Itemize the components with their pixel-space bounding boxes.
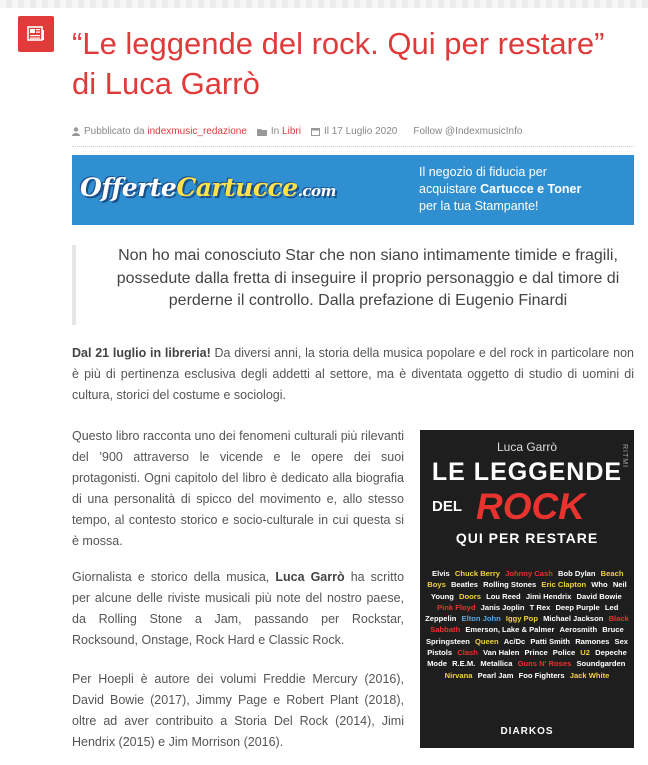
cover-title-rock: ROCK [476,486,585,527]
cover-artist-name: Pearl Jam [477,670,514,680]
cover-artist-name: Black Sabbath [430,614,629,635]
paragraph-book: Questo libro racconta uno dei fenomeni culturali più rilevanti del ’900 attraverso le vicende e le opere dei suoi protagonisti. Ogni capitolo del libro è dedicato alla biografia di una personalità di spicco del movimento e, allo stesso tempo, al contesto storico e socio-culturale in cui questa si è mossa. [72,429,404,548]
cover-artist-name: Bruce Springsteen [425,625,624,646]
banner-line-2: acquistare Cartucce e Toner [419,182,582,196]
top-decorative-strip [0,0,648,8]
cover-title-del: DEL [432,498,462,515]
paragraph-intro: Dal 21 luglio in libreria! Da diversi anni, la storia della musica popolare e del rock in particolare non è più di pertinenza esclusiva degli addetti al settore, ma è diventata oggetto di studio di uomini di cultura, storici del costume e sociologi. [72,346,634,402]
follow-link[interactable]: Follow @IndexmusicInfo [413,126,523,137]
cover-artist-name: David Bowie [576,591,622,601]
cover-artist-name: Beach Boys [427,569,624,590]
pull-quote [72,245,638,325]
cover-artist-name: Ac/Dc [503,636,526,646]
cover-artist-name: Rolling Stones [483,580,537,590]
banner-line-1: Il negozio di fiducia per [419,165,547,179]
logo-part-com: .com [297,182,336,200]
newspaper-icon [27,25,45,43]
cover-artist-name: Emerson, Lake & Palmer [465,625,555,635]
cover-artist-name: Jack White [569,670,610,680]
article-title: “Le leggende del rock. Qui per restare” di Luca Garrò [72,26,605,101]
cover-title-line1: LE LEGGENDE [431,458,623,486]
in-label: In [270,126,280,137]
logo-part-cartucce: Cartucce [176,173,298,202]
cover-artist-name: Michael Jackson [543,614,604,624]
cover-artist-name: Nirvana [444,670,473,680]
cover-artist-name: Van Halen [483,648,520,658]
banner-line-3: per la tua Stampante! [419,199,539,213]
cover-artist-name: Patti Smith [530,636,571,646]
cover-artist-name: Elton John [461,614,501,624]
cover-artist-name: Who [591,580,608,590]
folder-icon [257,128,267,136]
ad-banner[interactable] [72,155,634,225]
cover-artist-name: U2 [580,648,591,658]
cover-artist-name: Chuck Berry [454,569,501,578]
cover-artist-name: Neil Young [430,580,627,601]
cover-artist-name: Beatles [450,580,478,590]
logo-part-offerte: Offerte [80,173,177,202]
meta-divider [72,146,634,147]
banner-tagline [419,164,581,215]
cover-artist-name: Iggy Pop [505,614,538,624]
cover-artist-name: Jimi Hendrix [525,591,572,601]
cover-artist-name: Lou Reed [486,591,521,601]
cover-artist-name: Soundgarden [576,659,626,669]
cover-subtitle: QUI PER RESTARE [455,530,599,546]
cover-artist-name: Johnny Cash [505,569,553,578]
author-link[interactable]: indexmusic_redazione [147,126,247,137]
cover-artist-name: Aerosmith [559,625,598,635]
calendar-icon [311,127,320,136]
cover-artist-name: Ramones [575,636,610,646]
banner-logo [80,173,336,202]
cover-author: Luca Garrò [496,440,558,454]
cover-artist-names [424,568,630,681]
category-link[interactable]: Libri [282,126,301,137]
published-by-label: Pubblicato da [84,126,145,137]
cover-artist-name: Guns N' Roses [517,659,572,669]
cover-artist-name: T Rex [529,602,551,612]
cover-artist-name: Doors [459,591,481,601]
cover-artist-name: Depeche Mode [427,648,627,669]
publish-date: Il 17 Luglio 2020 [323,126,398,137]
pull-quote-text: Non ho mai conosciuto Star che non siano intimamente timide e fragili, possedute dalla fretta di inseguire il proprio personaggio e dal timore di perderne il controllo. Dalla prefazione di Eugenio Finardi [116,247,620,309]
cover-artist-name: Prince [524,648,548,658]
cover-artist-name: Clash [457,648,478,658]
cover-artist-name: Pink Floyd [437,602,476,612]
cover-artist-name: R.E.M. [452,659,476,669]
paragraph-works: Per Hoepli è autore dei volumi Freddie Mercury (2016), David Bowie (2017), Jimmy Page e Robert Plant (2018), oltre ad aver contribuito a Storia Del Rock (2014), Jimi Hendrix (2015) e Jim Morrison (2016). [72,672,404,749]
cover-artist-name: Police [552,648,576,658]
cover-artist-name: Eric Clapton [541,580,587,590]
paragraph-author: Giornalista e storico della musica, Luca Garrò ha scritto per alcune delle riviste musicali più note del nostro paese, da Rolling Stone a Jam, passando per Rockstar, Rocksound, Onstage, Rock Hard e Classic Rock. [72,570,405,647]
cover-artist-name: Elvis [432,569,450,578]
cover-artist-name: Foo Fighters [518,670,565,680]
user-icon [72,127,80,136]
cover-artist-name: Bob Dylan [557,569,596,578]
author-name: Luca Garrò [275,570,345,584]
intro-highlight: Dal 21 luglio in libreria! [72,346,211,360]
cover-artist-name: Deep Purple [555,602,600,612]
cover-artist-name: Sex Pistols [427,636,629,658]
category-badge[interactable] [18,16,54,52]
cover-artist-name: Janis Joplin [480,602,525,612]
article-meta [72,126,642,137]
cover-artist-name: Queen [474,636,499,646]
cover-series: RITMI [621,444,628,469]
cover-artist-name: Metallica [480,659,513,669]
cover-artist-name: Led Zeppelin [425,602,619,624]
book-cover-image [420,430,634,748]
cover-publisher: DIARKOS [500,726,554,737]
